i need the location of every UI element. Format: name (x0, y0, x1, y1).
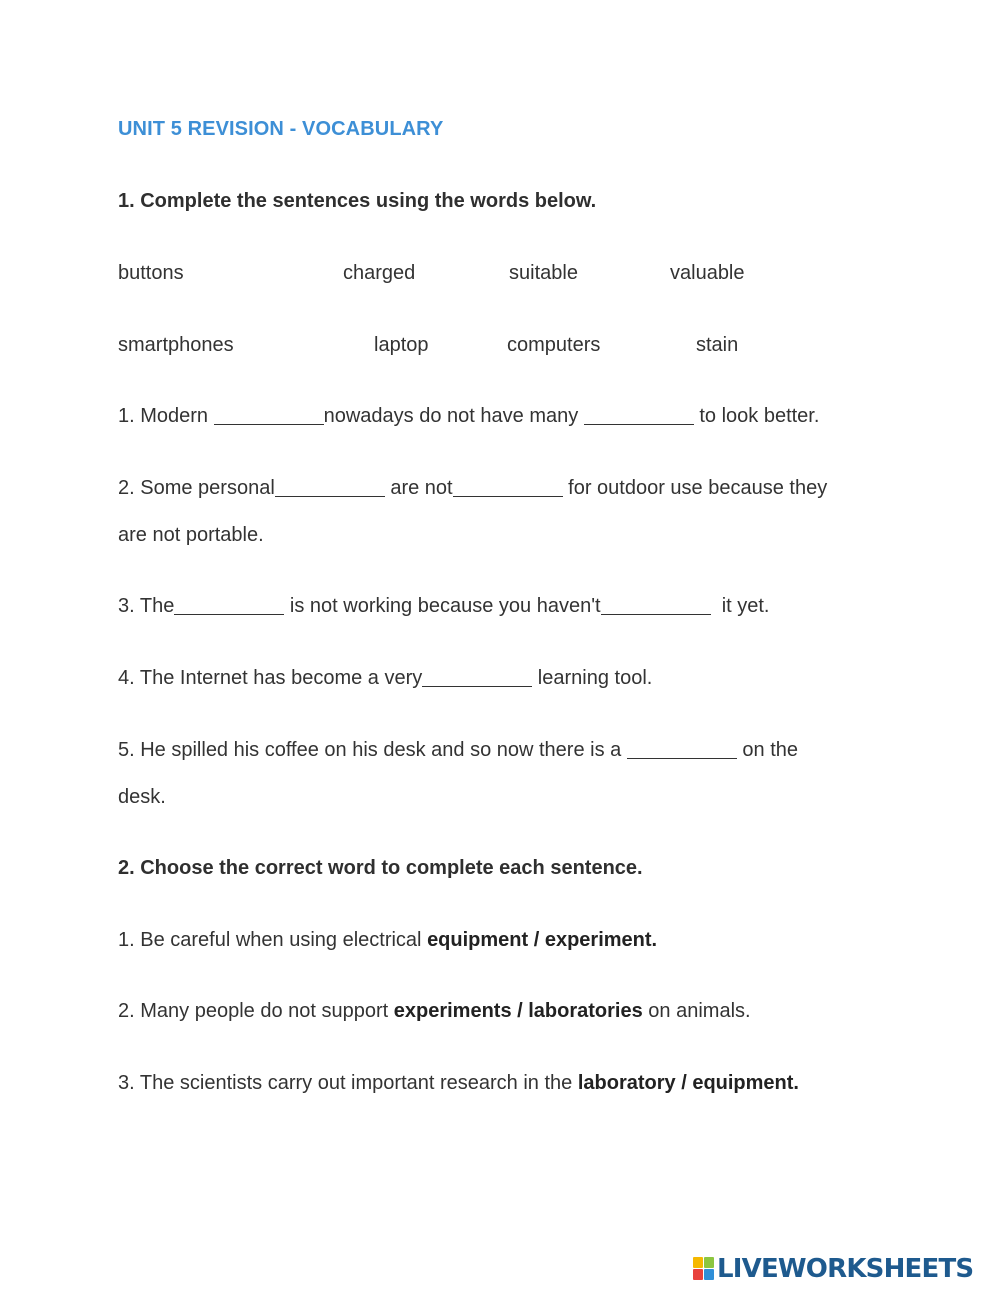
choice-sentence-3 (118, 1072, 799, 1095)
fill-sentence-2-continued: are not portable. (118, 524, 264, 546)
sentence-text: it yet. (710, 595, 770, 617)
sentence-text: to look better. (693, 405, 820, 427)
sentence-text: are not (384, 477, 453, 499)
word-bank-item: computers (507, 334, 601, 356)
word-choice-options[interactable]: laboratory / equipment. (577, 1072, 799, 1094)
brand-name: LIVEWORKSHEETS (717, 1254, 974, 1284)
liveworksheets-logo-icon (693, 1257, 715, 1281)
choice-sentence-1 (118, 929, 657, 952)
answer-blank[interactable] (214, 406, 324, 425)
fill-sentence-3 (118, 595, 769, 618)
answer-blank[interactable] (422, 668, 532, 687)
sentence-text: is not working because you haven't (284, 595, 601, 617)
sentence-text: 3. The scientists carry out important research in the (118, 1072, 578, 1094)
word-bank-item: buttons (118, 262, 184, 284)
fill-sentence-5 (118, 739, 798, 762)
word-choice-options[interactable]: equipment / experiment. (427, 929, 658, 951)
fill-sentence-5-continued: desk. (118, 786, 166, 808)
sentence-text: nowadays do not have many (323, 405, 584, 427)
sentence-text: learning tool. (532, 667, 653, 689)
liveworksheets-logo (693, 1254, 973, 1284)
sentence-text: on the (736, 739, 798, 761)
page-title: UNIT 5 REVISION - VOCABULARY (118, 118, 444, 140)
word-choice-options[interactable]: experiments / laboratories (393, 1000, 643, 1022)
sentence-text: 2. Many people do not support (118, 1000, 394, 1022)
word-bank-item: smartphones (118, 334, 234, 356)
fill-sentence-4 (118, 667, 652, 690)
sentence-text: 4. The Internet has become a very (118, 667, 423, 689)
section-2-heading: 2. Choose the correct word to complete each sentence. (118, 857, 643, 879)
sentence-text: 3. The (118, 595, 175, 617)
sentence-text: 5. He spilled his coffee on his desk and so now there is a (118, 739, 627, 761)
fill-sentence-2 (118, 477, 827, 500)
section-1-heading: 1. Complete the sentences using the words below. (118, 190, 597, 212)
sentence-text: 1. Modern (118, 405, 214, 427)
word-bank-item: valuable (670, 262, 745, 284)
sentence-text: 1. Be careful when using electrical (118, 929, 428, 951)
answer-blank[interactable] (275, 478, 385, 497)
answer-blank[interactable] (453, 478, 563, 497)
word-bank-item: laptop (374, 334, 429, 356)
sentence-text: for outdoor use because they (562, 477, 828, 499)
answer-blank[interactable] (584, 406, 694, 425)
fill-sentence-1 (118, 405, 819, 428)
word-bank-item: stain (696, 334, 739, 356)
answer-blank[interactable] (174, 596, 284, 615)
sentence-text: on animals. (642, 1000, 751, 1022)
sentence-text: 2. Some personal (118, 477, 275, 499)
word-bank-item: charged (343, 262, 416, 284)
choice-sentence-2 (118, 1000, 751, 1023)
word-bank-item: suitable (509, 262, 578, 284)
answer-blank[interactable] (601, 596, 711, 615)
answer-blank[interactable] (627, 740, 737, 759)
